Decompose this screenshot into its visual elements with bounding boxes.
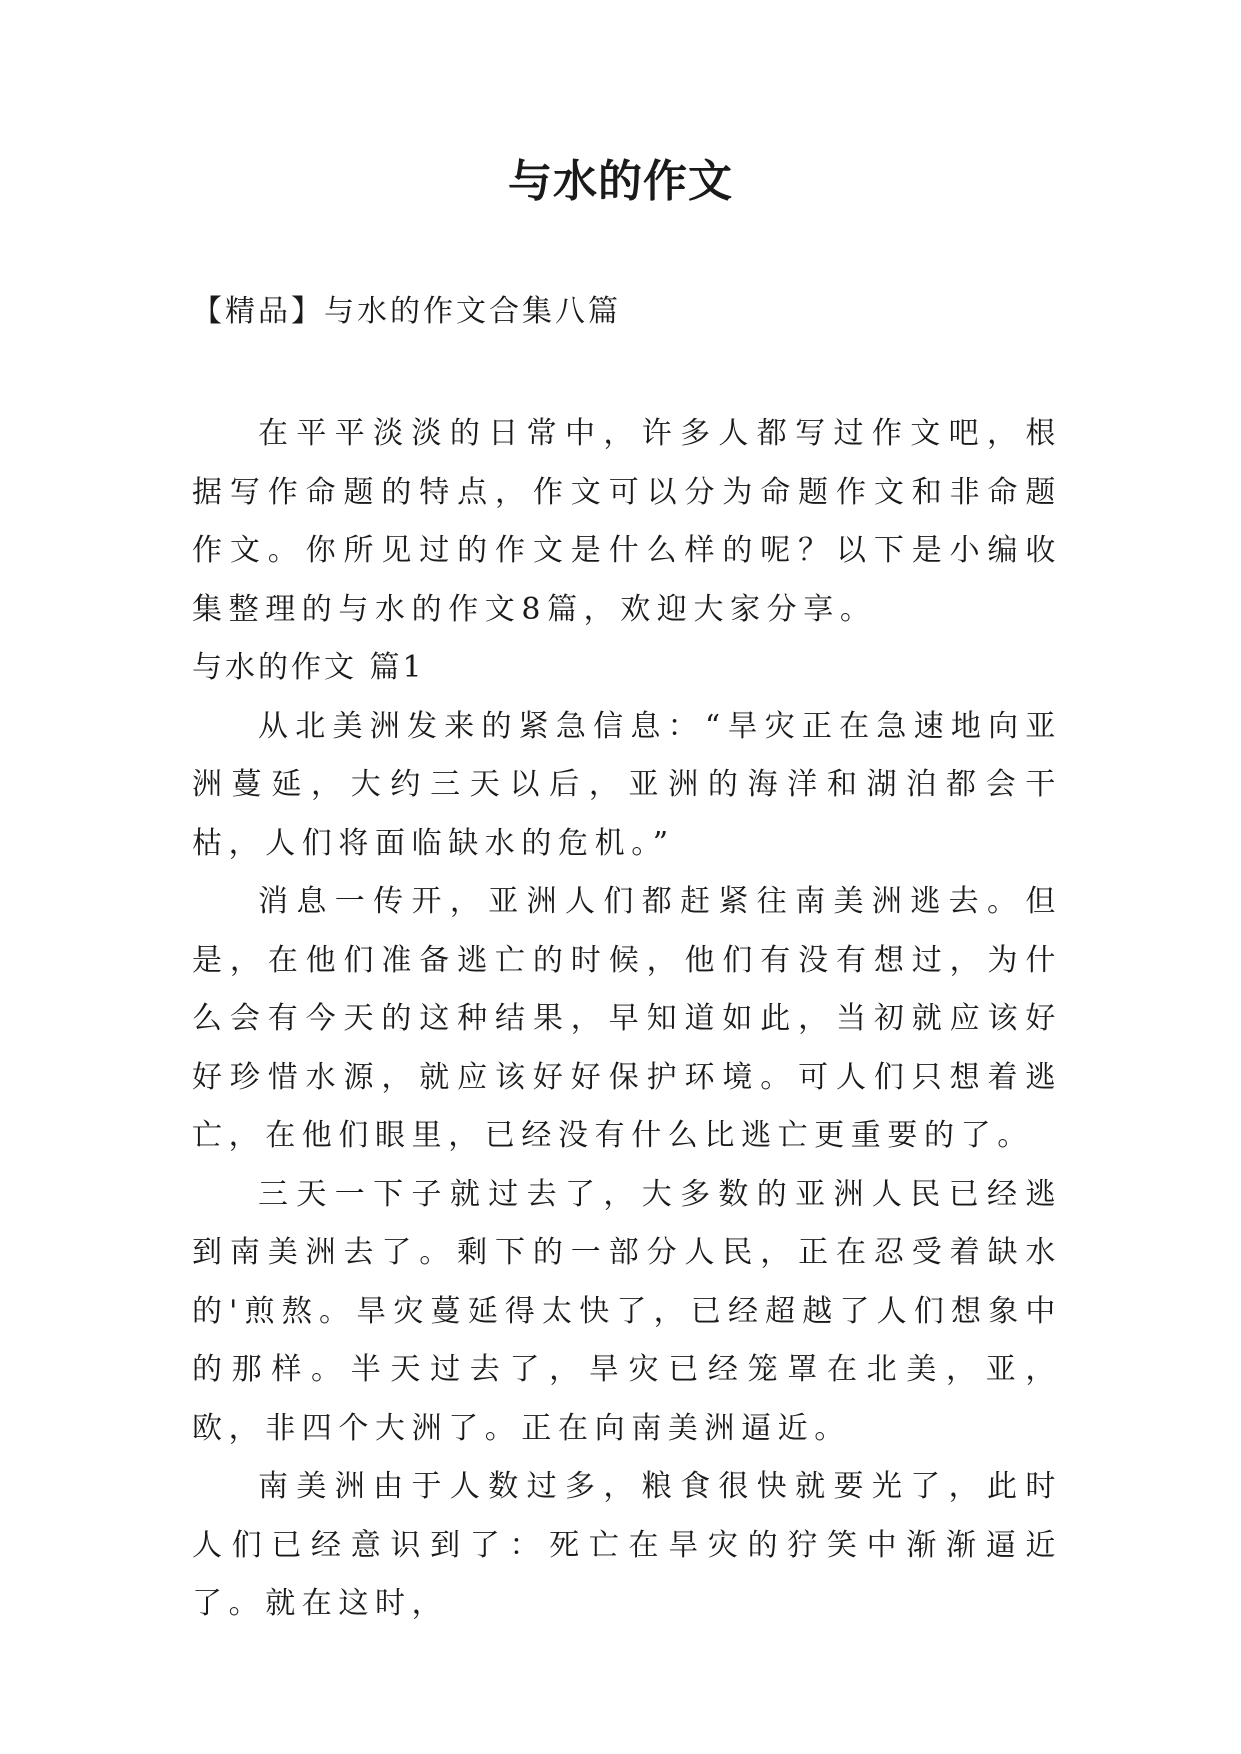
body-paragraph: 消息一传开，亚洲人们都赶紧往南美洲逃去。但是，在他们准备逃亡的时候，他们有没有想过，为什么会有今天的这种结果，早知道如此，当初就应该好好珍惜水源，就应该好好保护环境。可人们只想着逃亡，在他们眼里，已经没有什么比逃亡更重要的了。 [192, 884, 1062, 1153]
document-subtitle: 【精品】与水的作文合集八篇 [192, 294, 621, 329]
body-paragraph: 三天一下子就过去了，大多数的亚洲人民已经逃到南美洲去了。剩下的一部分人民，正在忍受着缺水的'煎熬。旱灾蔓延得太快了，已经超越了人们想象中的那样。半天过去了，旱灾已经笼罩在北美，亚，欧，非四个大洲了。正在向南美洲逼近。 [192, 1176, 1062, 1446]
intro-paragraph: 在平平淡淡的日常中，许多人都写过作文吧，根据写作命题的特点，作文可以分为命题作文和非命题作文。你所见过的作文是什么样的呢？以下是小编收集整理的与水的作文8篇，欢迎大家分享。 [192, 416, 1062, 627]
document-body [192, 405, 1062, 1634]
section-heading: 与水的作文 篇1 [192, 650, 425, 685]
document-title: 与水的作文 [508, 156, 733, 207]
body-paragraph: 南美洲由于人数过多，粮食很快就要光了，此时人们已经意识到了：死亡在旱灾的狞笑中渐渐逼近了。就在这时， [192, 1469, 1062, 1621]
body-paragraph: 从北美洲发来的紧急信息：“旱灾正在急速地向亚洲蔓延，大约三天以后，亚洲的海洋和湖泊都会干枯，人们将面临缺水的危机。” [192, 708, 1062, 861]
